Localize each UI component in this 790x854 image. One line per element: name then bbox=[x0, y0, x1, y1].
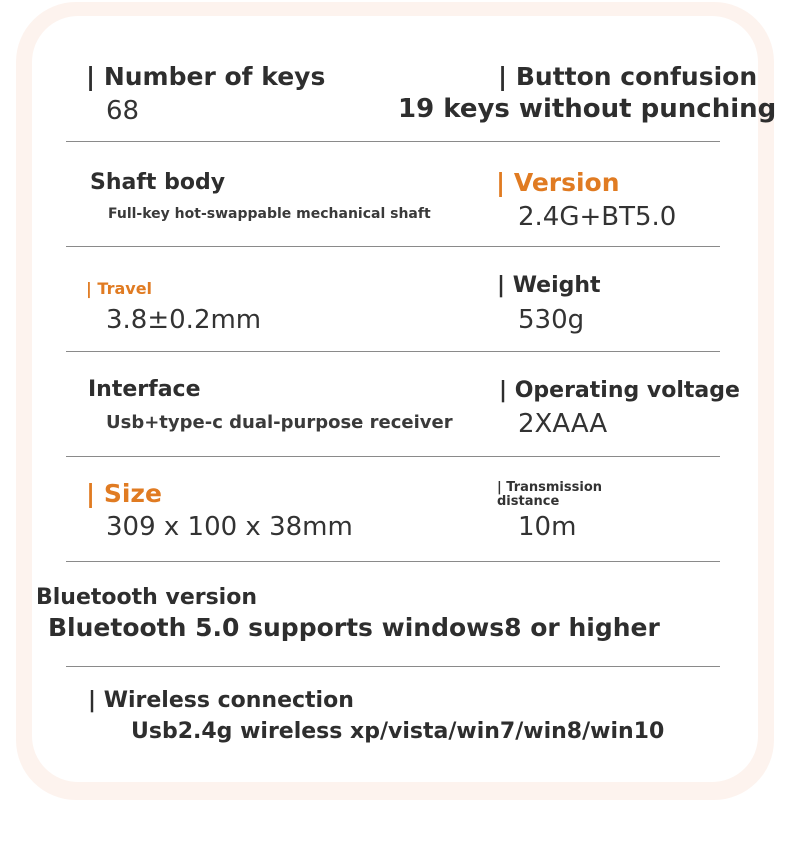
travel-label: | Travel bbox=[86, 279, 153, 298]
transmission-distance-label bbox=[497, 481, 602, 509]
interface-value: Usb+type-c dual-purpose receiver bbox=[106, 412, 453, 433]
number-of-keys-label: | Number of keys bbox=[86, 62, 326, 91]
divider bbox=[66, 561, 720, 562]
wireless-connection-value: Usb2.4g wireless xp/vista/win7/win8/win10 bbox=[131, 719, 665, 744]
shaft-body-label: Shaft body bbox=[90, 170, 226, 195]
divider bbox=[66, 141, 720, 142]
version-label: | Version bbox=[496, 168, 620, 197]
divider bbox=[66, 246, 720, 247]
transmission-distance-label-line2: distance bbox=[497, 494, 560, 509]
bluetooth-version-value: Bluetooth 5.0 supports windows8 or higher bbox=[48, 613, 660, 642]
weight-label: | Weight bbox=[497, 273, 601, 298]
operating-voltage-value: 2XAAA bbox=[518, 409, 608, 439]
size-label: | Size bbox=[86, 479, 162, 508]
button-confusion-label: | Button confusion bbox=[498, 62, 758, 91]
number-of-keys-value: 68 bbox=[106, 96, 140, 126]
interface-label: Interface bbox=[88, 377, 201, 402]
weight-value: 530g bbox=[518, 305, 585, 335]
divider bbox=[66, 456, 720, 457]
shaft-body-value: Full-key hot-swappable mechanical shaft bbox=[108, 206, 431, 222]
operating-voltage-label: | Operating voltage bbox=[499, 378, 740, 403]
bluetooth-version-label: Bluetooth version bbox=[36, 585, 257, 610]
travel-value: 3.8±0.2mm bbox=[106, 305, 262, 335]
divider bbox=[66, 666, 720, 667]
size-value: 309 x 100 x 38mm bbox=[106, 512, 353, 542]
transmission-distance-value: 10m bbox=[518, 512, 577, 542]
button-confusion-value: 19 keys without punching bbox=[398, 94, 777, 124]
divider bbox=[66, 351, 720, 352]
wireless-connection-label: | Wireless connection bbox=[88, 688, 354, 713]
version-value: 2.4G+BT5.0 bbox=[518, 202, 677, 232]
transmission-distance-label-line1: | Transmission bbox=[497, 480, 603, 495]
